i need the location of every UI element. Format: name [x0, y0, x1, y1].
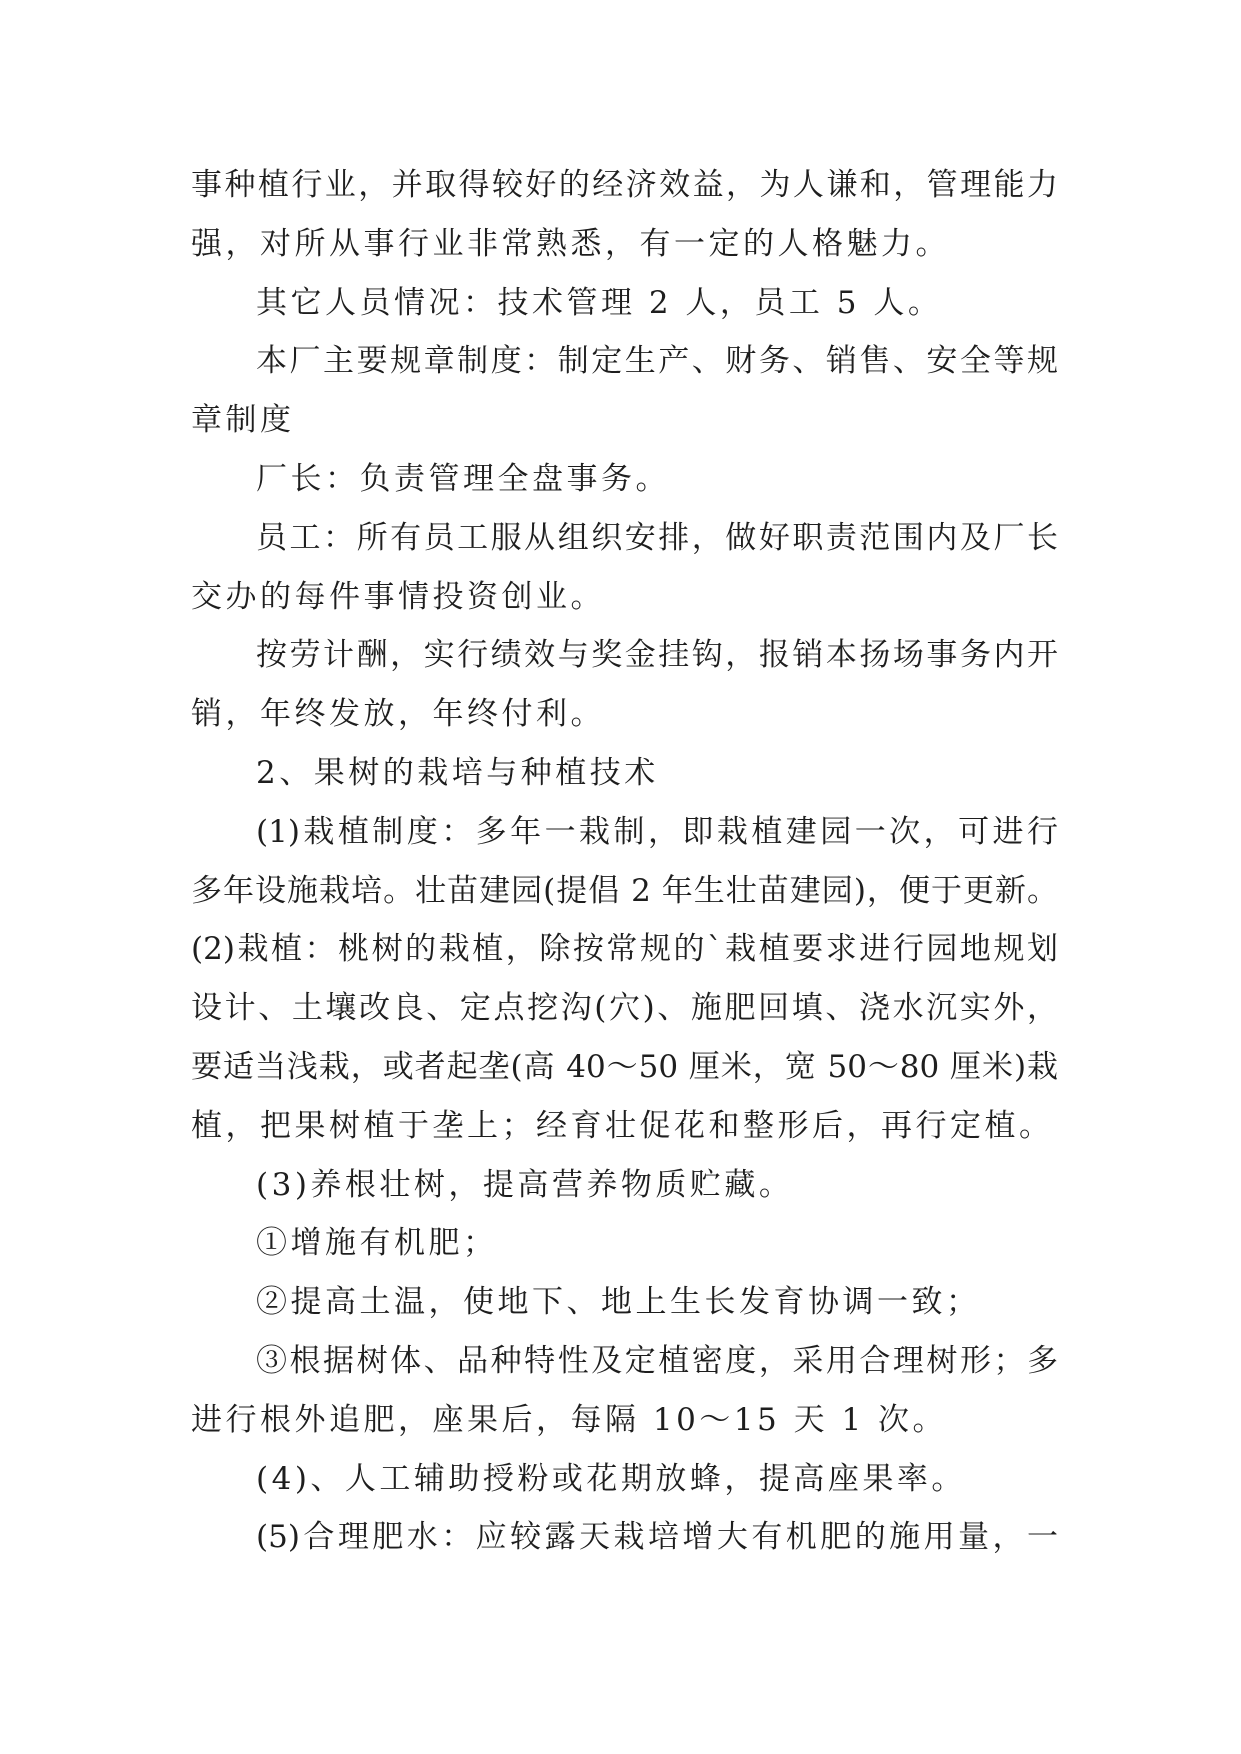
list-item: ③根据树体、品种特性及定植密度，采用合理树形；多 — [256, 1342, 1058, 1379]
text-line: 要适当浅栽，或者起垄(高 40～50 厘米，宽 50～80 厘米)栽 — [191, 1048, 1058, 1085]
text-line: 厂长：负责管理全盘事务。 — [256, 460, 670, 497]
text-line: (1)栽植制度：多年一栽制，即栽植建园一次，可进行 — [256, 813, 1058, 850]
list-item: ①增施有机肥； — [256, 1225, 498, 1262]
text-line: (4)、人工辅助授粉或花期放蜂，提高座果率。 — [256, 1460, 966, 1497]
text-line: 销，年终发放，年终付利。 — [191, 696, 605, 733]
section-heading: 2、果树的栽培与种植技术 — [256, 754, 659, 791]
text-line: 交办的每件事情投资创业。 — [191, 578, 605, 615]
text-line: 植，把果树植于垄上；经育壮促花和整形后，再行定植。 — [191, 1107, 1054, 1144]
text-line: 多年设施栽培。壮苗建园(提倡 2 年生壮苗建园)，便于更新。 — [191, 872, 1058, 909]
body-text — [191, 156, 1058, 1567]
text-line: (3)养根壮树，提高营养物质贮藏。 — [256, 1166, 794, 1203]
text-line: 章制度 — [191, 402, 295, 439]
text-line: 事种植行业，并取得较好的经济效益，为人谦和，管理能力 — [191, 167, 1058, 203]
text-line: 强，对所从事行业非常熟悉，有一定的人格魅力。 — [191, 225, 950, 262]
text-line: 按劳计酬，实行绩效与奖金挂钩，报销本扬场事务内开 — [256, 637, 1058, 674]
text-line: 进行根外追肥，座果后，每隔 10～15 天 1 次。 — [191, 1401, 948, 1438]
list-item: ②提高土温，使地下、地上生长发育协调一致； — [256, 1284, 981, 1321]
text-line: 员工：所有员工服从组织安排，做好职责范围内及厂长 — [256, 519, 1058, 556]
text-line: (5)合理肥水：应较露天栽培增大有机肥的施用量，一 — [256, 1519, 1058, 1556]
text-line: 其它人员情况：技术管理 2 人，员工 5 人。 — [256, 284, 943, 321]
text-line: 设计、土壤改良、定点挖沟(穴)、施肥回填、浇水沉实外， — [191, 990, 1058, 1027]
text-line: 本厂主要规章制度：制定生产、财务、销售、安全等规 — [256, 343, 1058, 380]
text-line: (2)栽植：桃树的栽植，除按常规的`栽植要求进行园地规划 — [191, 931, 1058, 968]
